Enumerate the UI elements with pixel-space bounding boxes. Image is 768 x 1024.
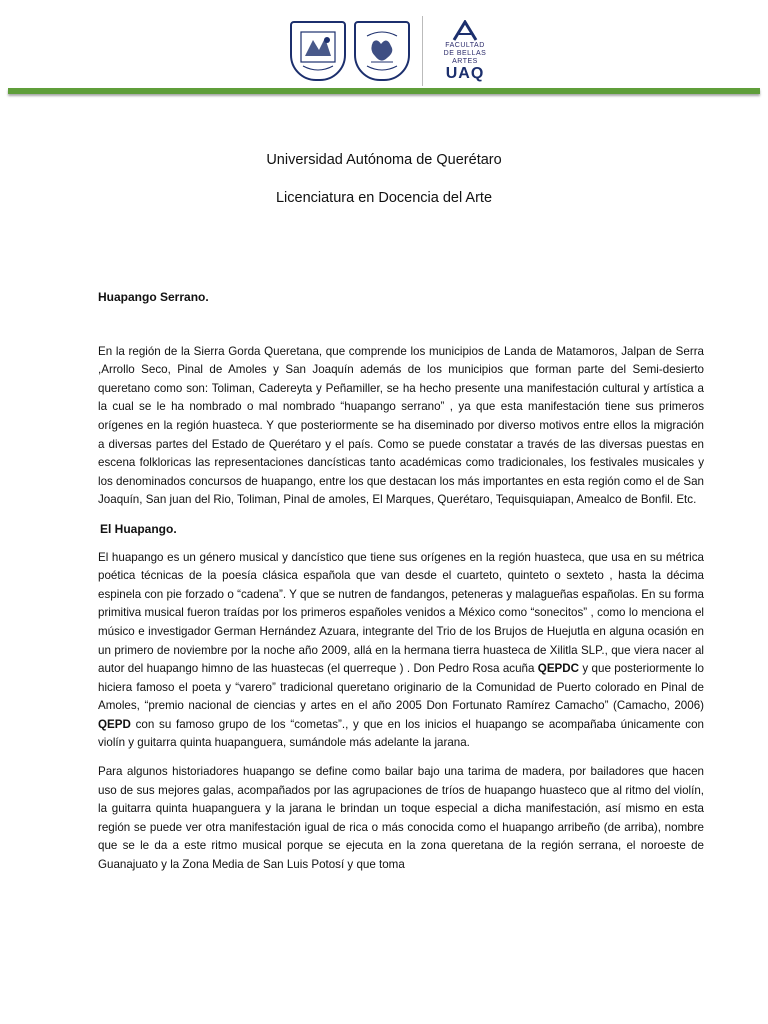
paragraph-huapango [98, 549, 704, 754]
paragraph-historians: Para algunos historiadores huapango se define como bailar bajo una tarima de madera, por bailadores que hacen uso de sus mejores galas, acompañados por las agrupaciones de tríos de huapango huasteco que al ritmo del violín, la guitarra quinta huapanguera y la jarana le brindan un toque especial a dicha manifestación, así mismo en esta región se puede ver otra manifestación igual de rica o más conocida como el huapango arribeño (de arriba), nombre que se le da a este ritmo musical porque se ejecuta en la zona queretana de la región serrana, el noroeste de Guanajuato y la Zona Media de San Luis Potosí y que toma [98, 765, 704, 872]
document-body [98, 288, 704, 885]
header-divider [8, 88, 760, 94]
section-subheading: El Huapango. [100, 521, 177, 536]
fba-logo-line: FACULTAD [445, 42, 485, 49]
header-logos [290, 16, 495, 86]
section-heading: Huapango Serrano. [98, 290, 209, 304]
logo-divider [422, 16, 423, 86]
fba-uaq-logo-icon [435, 20, 495, 82]
program-title: Licenciatura en Docencia del Arte [275, 190, 493, 206]
qepd-abbrev: QEPD [98, 717, 131, 731]
paragraph-region: En la región de la Sierra Gorda Queretana, que comprende los municipios de Landa de Matamoros, Jalpan de Serra ,Arrollo Seco, Pinal de Amoles y San Joaquín además de los municipios que forman parte del Semi-desierto queretano como son: Toliman, Cadereyta y Peñamiller, se ha hecho presente una manifestación cultural y artística a la cual se le ha nombrado o mal nombrado “huapango serrano” , ya que esta manifestación tiene sus primeros orígenes en la región huasteca. Y que posteriormente se ha diseminado por diverso motivos entre ellos la migración a diversas partes del Estado de Querétaro y el país. Como se puede constatar a través de las diversas puestas en escena folkloricas las representaciones dancísticas tanto académicas como tradicionales, los festivales musicales y los denominados concursos de huapango, entre los que destacan los más importantes en esta región como el de San Joaquín, San juan del Rio, Toliman, Pinal de amoles, El Marques, Querétaro, Tequisquiapan, Amealco de Bonfil. Etc. [98, 344, 704, 507]
fba-logo-uaq: UAQ [445, 65, 485, 82]
fba-logo-line: ARTES [452, 58, 478, 65]
paragraph-text: con su famoso grupo de los “cometas”., y que en los inicios el huapango se acompañaba únicamente con violín y guitarra quinta huapanguera, sumándole más adelante la jarana. [98, 717, 704, 750]
paragraph-text: El huapango es un género musical y dancístico que tiene sus orígenes en la región huasteca, que usa en su métrica poética técnicas de la poesía clásica española que van desde el cuarteto, quinteto o sexteto , hasta la décima espinela con pie forzado o “cadena”. Y que se nutren de fandangos, peteneras y malagueñas españolas. En su forma primitiva musical fueron traídas por los primeros españoles venidos a México como “sonecitos” , como lo menciona el músico e investigador German Hernández Azuara, integrante del Trio de los Brujos de Huejutla en alguna ocasión en un primero de noviembre por la noche año 2009, allá en la hermana tierra huasteca de Xilitla SLP., que viera nacer al autor del huapango himno de las huastecas (el querreque ) . Don Pedro Rosa acuña [98, 550, 704, 676]
fba-logo-line: DE BELLAS [443, 50, 487, 57]
faculty-seal-icon [354, 21, 410, 81]
qepdc-abbrev: QEPDC [537, 662, 580, 676]
document-titles [0, 152, 768, 228]
paragraph-text: y que posteriormente lo hiciera famoso el poeta y “varero” tradicional queretano originario de la Comunidad de Puerto colorado en Pinal de Amoles, “premio nacional de ciencias y artes en el año 2005 Don Fortunato Ramírez Camacho” (Camacho, 2006) [98, 662, 704, 713]
university-seal-icon [290, 21, 346, 81]
university-title: Universidad Autónoma de Querétaro [266, 152, 502, 168]
